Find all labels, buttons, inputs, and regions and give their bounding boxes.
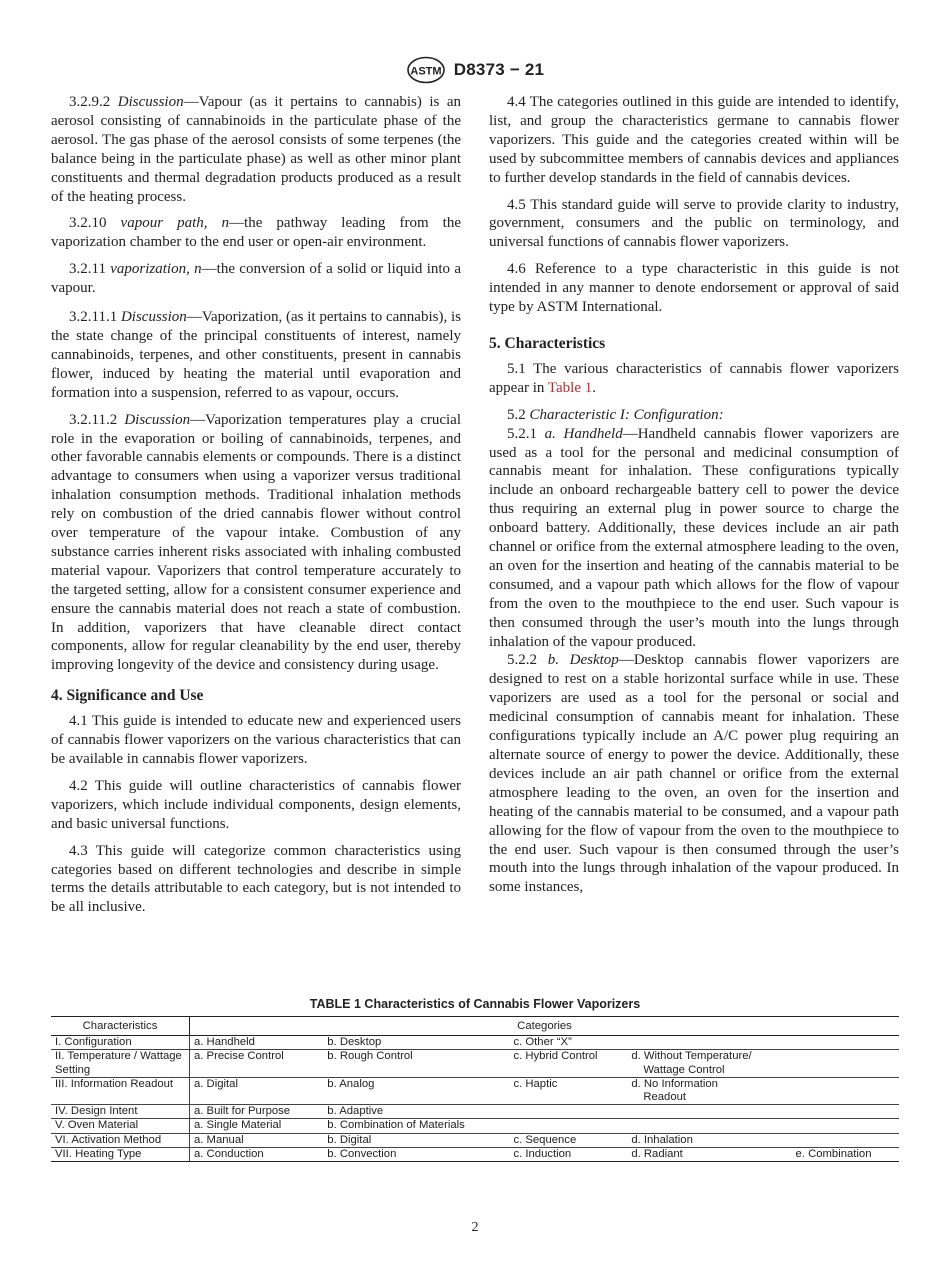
section-5-heading: 5. Characteristics [489, 334, 606, 352]
table-cell: VI. Activation Method [51, 1133, 190, 1147]
table-1-link[interactable]: Table 1 [547, 379, 593, 396]
paragraph-4-1: 4.1 This guide is intended to educate new and experienced users of cannabis flower vaporizers on the various characteristics that can be available in cannabis flower vaporizers. [51, 713, 461, 767]
left-column [51, 93, 461, 925]
right-column [489, 93, 899, 897]
table-cell: II. Temperature / Wattage Setting [51, 1050, 190, 1077]
table-cell: b. Desktop [327, 1036, 382, 1049]
paragraph-4-2: 4.2 This guide will outline characteristics of cannabis flower vaporizers, which include individual components, design elements, and basic universal functions. [51, 777, 461, 832]
table-title: TABLE 1 Characteristics of Cannabis Flower Vaporizers [309, 997, 641, 1011]
standard-designation: D8373 − 21 [453, 60, 545, 79]
cell-line: d. No Information [631, 1077, 718, 1090]
table-cell: a. Built for Purpose [190, 1105, 324, 1119]
table-cell: b. Adaptive [323, 1105, 509, 1119]
header-categories: Categories [190, 1017, 900, 1036]
table-row [51, 1050, 899, 1077]
paragraph-3-2-9-2: 3.2.9.2 Discussion—Vapour (as it pertains to cannabis) is an aerosol consisting of cannabinoids in the particulate phase of the aerosol. The gas phase of the aerosol consists of some terpenes (the balance being in the particulate phase) as well as other minor plant constituents and thermal degradation products produced as a result of the heating process. [51, 94, 462, 205]
paragraph-5-2: 5.2 Characteristic I: Configuration: [507, 406, 724, 423]
table-cell [792, 1133, 899, 1147]
table-cell: a. Conduction [190, 1147, 324, 1161]
table-cell [627, 1050, 791, 1077]
paragraph-4-5: 4.5 This standard guide will serve to provide clarity to industry, government, consumers and the public on terminology, and universal functions of cannabis flower vaporizers. [489, 196, 899, 251]
section-4-heading: 4. Significance and Use [51, 687, 204, 705]
table-cell [792, 1036, 899, 1050]
paragraph-3-2-11-2: 3.2.11.2 Discussion—Vaporization temperatures play a crucial role in the evaporation or boiling of cannabinoids, terpenes, and other favorable cannabis elements or compounds. There is a distinct advantage to consumers when using a vaporizer versus traditional inhalation consumption methods. Traditional inhalation methods rely on combustion of the dried cannabis flower without control over temperature of the vapour intake. Combustion of any substance carries inherent risks associated with inhaling combusted material vapour. Vaporizers that control temperature accurately to the targeted setting, allow for a consistent consumer experience and ensure the cannabis material does not reach a state of combustion. In addition, vaporizers that have cleanable direct contact components, allow for regular cleanability by the end user, thereby improving longevity of the device and consistency during usage. [51, 411, 462, 674]
paragraph-3-2-10: 3.2.10 vapour path, n—the pathway leading from the vaporization chamber to the end user or open-air environment. [51, 215, 461, 251]
table-cell: V. Oven Material [51, 1119, 190, 1133]
table-cell [509, 1119, 627, 1133]
table-cell: a. Digital [190, 1077, 324, 1104]
table-cell: c. Other “X” [513, 1036, 572, 1049]
page-number: 2 [471, 1220, 479, 1235]
table-row [51, 1147, 899, 1161]
svg-text:ASTM: ASTM [410, 65, 442, 78]
table-cell [627, 1077, 791, 1104]
table-cell: c. Induction [509, 1147, 627, 1161]
table-row [51, 1077, 899, 1104]
paragraph-5-2-2: 5.2.2 b. Desktop—Desktop cannabis flower vaporizers are designed to rest on a stable horizontal surface while in use. These vaporizers are used as a tool for the personal or social and medicinal consumption of cannabis meant for inhalation. These configurations typically include an A/C power plug requiring an alternate source of energy to power the device. Additionally, these devices include an air path channel or orifice from the external atmosphere leading to the oven, an oven for the insertion and heating of the cannabis material to be consumed, and a vapour path allowing for the flow of vapour from the oven to the mouthpiece to the end user. Such vapour is then consumed through the user’s mouth into the lungs through inhalation of the vapour produced. In some instances, [489, 652, 900, 896]
paragraph-5-1: 5.1 The various characteristics of cannabis flower vaporizers appear in Table 1. [489, 360, 899, 396]
table-cell: b. Analog [323, 1077, 509, 1104]
cell-continuation: Wattage Control [643, 1063, 725, 1076]
table-cell: I. Configuration [51, 1036, 190, 1050]
table-cell: b. Combination of Materials [323, 1119, 509, 1133]
page-header [0, 56, 950, 84]
paragraph-5-2-1: 5.2.1 a. Handheld—Handheld cannabis flower vaporizers are used as a tool for the personal and medicinal consumption of cannabis meant for inhalation. These configurations typically include an onboard rechargeable battery cell to power the device thus requiring an external plug in power source to charge the onboard battery. Additionally, these devices include an air path channel or orifice from the external atmosphere leading to the oven, an oven for the insertion and heating of the cannabis material to be consumed, and a vapour path which allows for the flow of vapour from the oven to the mouthpiece to the end user. Such vapour is then consumed through the user’s mouth into the lungs through inhalation of the vapour produced. [489, 425, 899, 650]
paragraph-3-2-11: 3.2.11 vaporization, n—the conversion of a solid or liquid into a vapour. [51, 261, 461, 297]
table-cell [792, 1050, 899, 1077]
cell-line: d. Without Temperature/ [631, 1050, 752, 1063]
table-cell: a. Manual [190, 1133, 324, 1147]
astm-logo-icon [406, 56, 446, 84]
table-cell: III. Information Readout [51, 1077, 190, 1104]
characteristics-table [51, 1016, 899, 1162]
paragraph-4-4: 4.4 The categories outlined in this guide are intended to identify, list, and group the characteristics germane to cannabis flower vaporizers. This guide and the categories created within will be used by subcommittee members of cannabis devices and appliances to further develop standards in the field of cannabis devices. [489, 94, 899, 186]
table-cell [792, 1077, 899, 1104]
table-cell [792, 1105, 899, 1119]
table-cell: c. Hybrid Control [509, 1050, 627, 1077]
table-cell: d. Radiant [627, 1147, 791, 1161]
table-row [51, 1036, 899, 1050]
table-cell: IV. Design Intent [51, 1105, 190, 1119]
paragraph-4-3: 4.3 This guide will categorize common characteristics using categories based on different technologies and describe in simple terms the details attributable to each category, but is not intended to be all inclusive. [51, 842, 461, 916]
table-cell [792, 1119, 899, 1133]
table-cell: VII. Heating Type [51, 1147, 190, 1161]
cell-continuation: Readout [643, 1091, 687, 1104]
table-row [51, 1133, 899, 1147]
table-cell: c. Haptic [509, 1077, 627, 1104]
paragraph-4-6: 4.6 Reference to a type characteristic in this guide is not intended in any manner to denote endorsement or approval of said type by ASTM International. [489, 261, 899, 316]
table-cell [627, 1119, 791, 1133]
table-cell [509, 1105, 627, 1119]
table-1 [51, 997, 899, 1162]
table-cell: d. Inhalation [627, 1133, 791, 1147]
table-cell: a. Single Material [190, 1119, 324, 1133]
table-cell: e. Combination [792, 1147, 899, 1161]
table-cell: a. Handheld [194, 1036, 255, 1049]
table-cell: b. Digital [323, 1133, 509, 1147]
table-cell: b. Rough Control [323, 1050, 509, 1077]
paragraph-3-2-11-1: 3.2.11.1 Discussion—Vaporization, (as it pertains to cannabis), is the state change of the principal constituents of interest, namely cannabinoids, terpenes, and other constituents, present in cannabis flower, induced by heating the material until evaporation and formation into a suspension, referred to as vapour, occurs. [51, 309, 461, 401]
table-header-row [51, 1017, 899, 1036]
table-row [51, 1119, 899, 1133]
table-cell: b. Convection [323, 1147, 509, 1161]
table-cell [627, 1036, 791, 1050]
header-characteristics: Characteristics [51, 1017, 190, 1036]
table-cell [627, 1105, 791, 1119]
table-cell: a. Precise Control [190, 1050, 324, 1077]
table-row [51, 1105, 899, 1119]
table-cell: c. Sequence [509, 1133, 627, 1147]
